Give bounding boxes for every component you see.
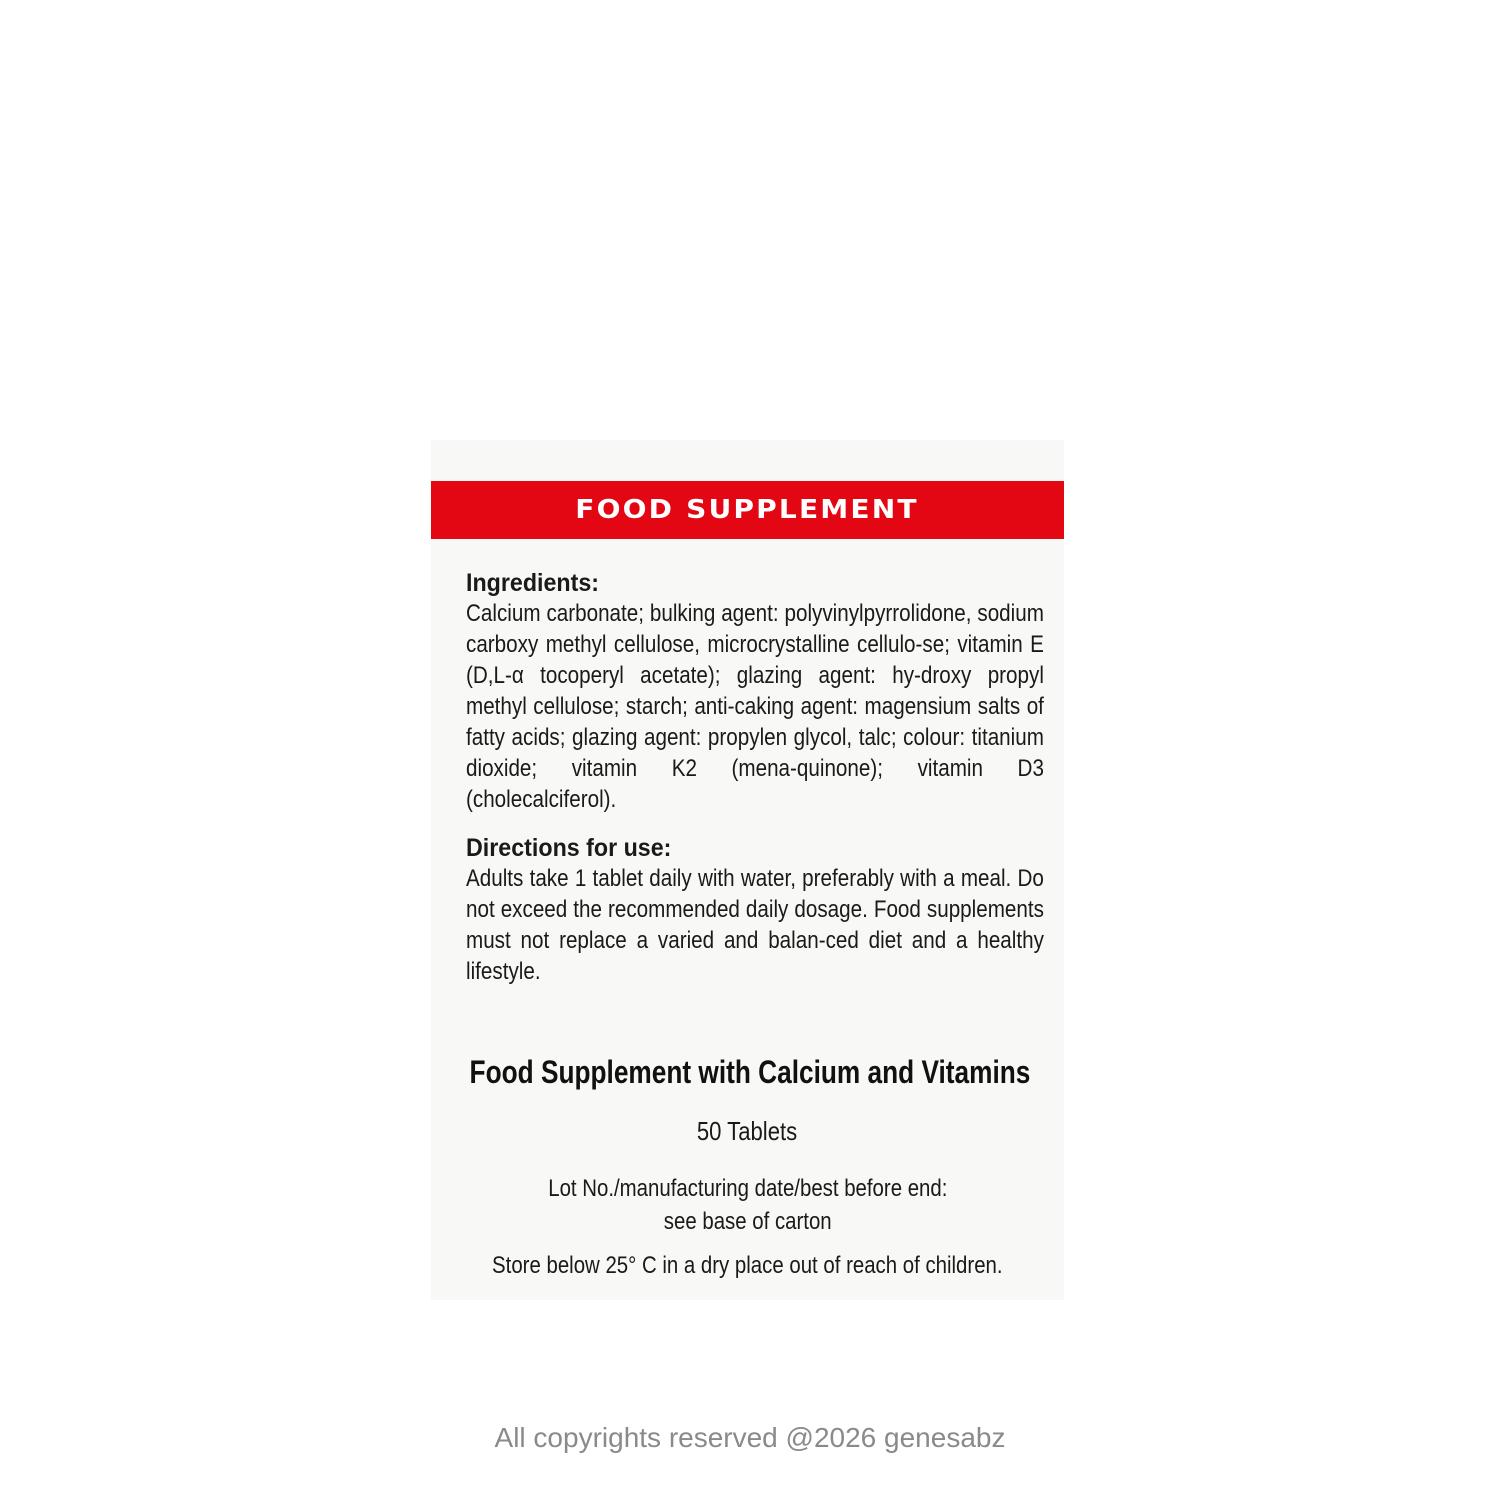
product-name <box>0 1054 1500 1091</box>
supplement-label <box>431 440 1064 1300</box>
copyright-footer: All copyrights reserved @2026 genesabz <box>494 1422 1006 1453</box>
directions-heading: Directions for use: <box>466 834 672 862</box>
directions-text: Adults take 1 tablet daily with water, preferably with a meal. Do not exceed the recommended daily dosage. Food supplements must not replace a varied and balan-ced diet and a healthy lifestyle. <box>466 865 1044 985</box>
storage-instructions-text: Store below 25° C in a dry place out of reach of children. <box>492 1252 1003 1279</box>
product-name-text: Food Supplement with Calcium and Vitamins <box>469 1054 1031 1090</box>
ingredients-text: Calcium carbonate; bulking agent: polyvinylpyrrolidone, sodium carboxy methyl cellulose, microcrystalline cellulo-se; vitamin E (D,L-α tocoperyl acetate); glazing agent: hy-droxy propyl methyl cellulose; starch; anti-caking agent: magensium salts of fatty acids; glazing agent: propylen glycol, talc; colour: titanium dioxide; vitamin K2 (mena-quinone); vitamin D3 (cholecalciferol). <box>466 600 1044 813</box>
storage-instructions <box>431 1252 1064 1280</box>
lot-info-location-text: see base of carton <box>663 1208 832 1235</box>
label-title: FOOD SUPPLEMENT <box>575 495 920 525</box>
lot-info-label <box>431 1175 1064 1203</box>
tablet-count <box>431 1116 1064 1147</box>
directions-section <box>466 833 1044 987</box>
ingredients-heading: Ingredients: <box>466 569 600 597</box>
ingredients-section <box>466 568 1044 815</box>
lot-info-location <box>431 1208 1064 1236</box>
lot-info-label-text: Lot No./manufacturing date/best before end: <box>547 1175 948 1202</box>
tablet-count-text: 50 Tablets <box>697 1116 798 1146</box>
label-header-band <box>431 481 1064 539</box>
label-content <box>466 568 1044 1005</box>
